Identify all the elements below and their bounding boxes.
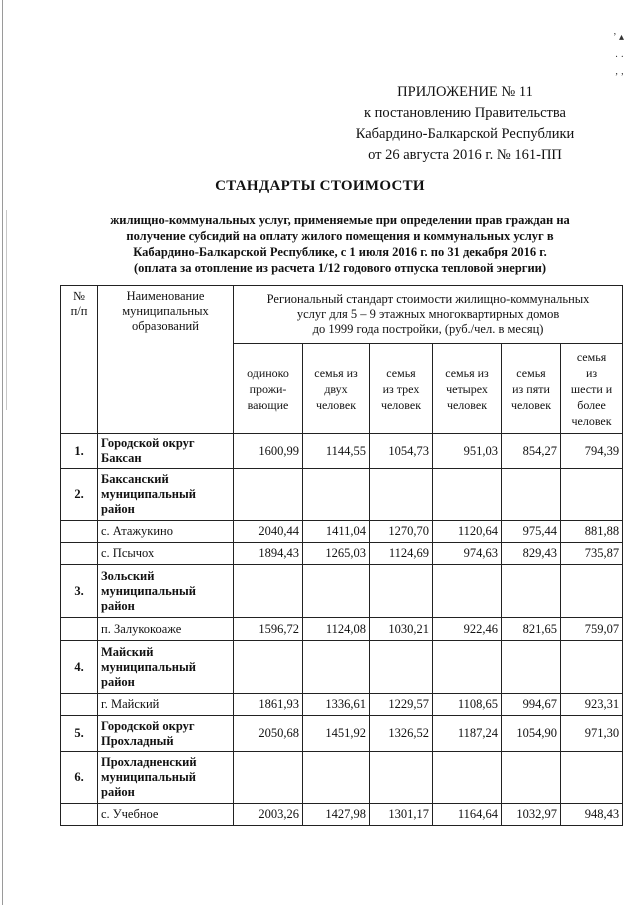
header-text: семья из bbox=[314, 365, 358, 380]
header-col-five bbox=[502, 344, 561, 434]
value-cell: 1144,55 bbox=[303, 434, 370, 469]
name-line: район bbox=[101, 502, 135, 516]
header-text: более bbox=[577, 397, 606, 412]
subtitle-line: получение субсидий на оплату жилого помещения и коммунальных услуг в bbox=[126, 229, 554, 243]
subtitle-line: Кабардино-Балкарской Республике, с 1 июля 2016 г. по 31 декабря 2016 г. bbox=[133, 245, 547, 259]
header-col-four bbox=[433, 344, 502, 434]
value-cell: 975,44 bbox=[502, 521, 561, 543]
value-cell bbox=[561, 641, 623, 694]
value-cell: 1124,08 bbox=[303, 618, 370, 641]
value-cell: 1054,73 bbox=[370, 434, 433, 469]
header-text: шести и bbox=[570, 381, 613, 396]
value-cell: 881,88 bbox=[561, 521, 623, 543]
value-cell bbox=[561, 752, 623, 804]
name-line: район bbox=[101, 674, 135, 689]
document-subtitle bbox=[70, 212, 610, 276]
table-row bbox=[61, 434, 623, 469]
name-line: муниципальный bbox=[101, 487, 196, 501]
value-cell bbox=[303, 641, 370, 694]
name-line: район bbox=[101, 598, 135, 613]
header-text: семья из bbox=[445, 365, 489, 380]
name-line: Майский bbox=[101, 644, 154, 659]
header-text: из трех bbox=[382, 381, 420, 396]
name-line: муниципальный bbox=[101, 770, 196, 784]
value-cell bbox=[433, 641, 502, 694]
municipality-name bbox=[98, 716, 234, 752]
header-text: образований bbox=[132, 319, 199, 333]
municipality-name bbox=[98, 434, 234, 469]
row-number bbox=[61, 618, 98, 641]
value-cell: 1336,61 bbox=[303, 694, 370, 716]
settlement-name: с. Псычох bbox=[98, 543, 234, 565]
appendix-header bbox=[340, 82, 590, 166]
value-cell: 951,03 bbox=[433, 434, 502, 469]
name-line: Прохладненский bbox=[101, 755, 197, 769]
value-cell: 821,65 bbox=[502, 618, 561, 641]
value-cell: 1326,52 bbox=[370, 716, 433, 752]
value-cell: 1600,99 bbox=[234, 434, 303, 469]
settlement-name: п. Залукокоаже bbox=[98, 618, 234, 641]
header-text: двух bbox=[324, 381, 348, 396]
row-number: 5. bbox=[61, 716, 98, 752]
municipality-name bbox=[98, 641, 234, 694]
value-cell: 1164,64 bbox=[433, 804, 502, 826]
value-cell: 1187,24 bbox=[433, 716, 502, 752]
page-edge-line bbox=[6, 210, 7, 410]
value-cell: 974,63 bbox=[433, 543, 502, 565]
row-number: 4. bbox=[61, 641, 98, 694]
value-cell: 1301,17 bbox=[370, 804, 433, 826]
value-cell: 922,46 bbox=[433, 618, 502, 641]
row-number: 3. bbox=[61, 565, 98, 618]
value-cell bbox=[370, 752, 433, 804]
value-cell bbox=[234, 752, 303, 804]
header-text: человек bbox=[571, 413, 612, 428]
value-cell: 1596,72 bbox=[234, 618, 303, 641]
subtitle-line: (оплата за отопление из расчета 1/12 годового отпуска тепловой энергии) bbox=[133, 261, 547, 275]
name-line: район bbox=[101, 785, 135, 799]
value-cell bbox=[502, 641, 561, 694]
header-text: п/п bbox=[70, 304, 88, 318]
table-row bbox=[61, 521, 623, 543]
header-col-single bbox=[234, 344, 303, 434]
header-col-two bbox=[303, 344, 370, 434]
subtitle-line: жилищно-коммунальных услуг, применяемые при определении прав граждан на bbox=[110, 213, 570, 227]
header-text: до 1999 года постройки, (руб./чел. в месяц) bbox=[312, 322, 544, 336]
value-cell bbox=[234, 641, 303, 694]
header-standard-group bbox=[234, 286, 623, 344]
table-row bbox=[61, 618, 623, 641]
name-line: муниципальный bbox=[101, 583, 196, 598]
settlement-name: с. Учебное bbox=[98, 804, 234, 826]
name-line: Зольский bbox=[101, 568, 155, 583]
header-text: семья bbox=[576, 349, 607, 364]
value-cell: 854,27 bbox=[502, 434, 561, 469]
value-cell: 1124,69 bbox=[370, 543, 433, 565]
name-line: Прохладный bbox=[101, 733, 174, 748]
header-text: услуг для 5 – 9 этажных многоквартирных домов bbox=[296, 307, 560, 321]
appendix-line: к постановлению Правительства bbox=[364, 105, 566, 121]
header-text: четырех bbox=[446, 381, 488, 396]
value-cell bbox=[502, 752, 561, 804]
value-cell bbox=[303, 752, 370, 804]
value-cell bbox=[370, 469, 433, 521]
value-cell: 923,31 bbox=[561, 694, 623, 716]
page-edge-line bbox=[2, 0, 3, 905]
value-cell bbox=[561, 469, 623, 521]
value-cell: 1030,21 bbox=[370, 618, 433, 641]
row-number: 6. bbox=[61, 752, 98, 804]
value-cell bbox=[433, 752, 502, 804]
name-line: муниципальный bbox=[101, 659, 196, 674]
name-line: Городской округ bbox=[101, 718, 195, 733]
value-cell: 1032,97 bbox=[502, 804, 561, 826]
row-number: 1. bbox=[61, 434, 98, 469]
value-cell bbox=[370, 565, 433, 618]
scan-mark: ʼ ▴ bbox=[613, 32, 624, 43]
header-number bbox=[61, 286, 98, 434]
value-cell: 994,67 bbox=[502, 694, 561, 716]
header-text: муниципальных bbox=[122, 304, 209, 318]
value-cell: 1120,64 bbox=[433, 521, 502, 543]
name-line: Городской округ bbox=[101, 436, 195, 450]
header-text: № bbox=[73, 289, 85, 303]
document-title: СТАНДАРТЫ СТОИМОСТИ bbox=[215, 178, 425, 194]
value-cell bbox=[433, 565, 502, 618]
value-cell bbox=[502, 565, 561, 618]
settlement-name: с. Атажукино bbox=[98, 521, 234, 543]
header-row bbox=[61, 286, 623, 344]
scan-marks bbox=[600, 28, 624, 88]
value-cell: 2040,44 bbox=[234, 521, 303, 543]
name-line: Баксан bbox=[101, 451, 142, 465]
settlement-name: г. Майский bbox=[98, 694, 234, 716]
value-cell bbox=[502, 469, 561, 521]
value-cell: 1451,92 bbox=[303, 716, 370, 752]
scan-mark: ʼ ʼ bbox=[614, 72, 624, 83]
header-text: человек bbox=[315, 397, 357, 412]
header-text: семья bbox=[386, 365, 416, 380]
appendix-number: ПРИЛОЖЕНИЕ № 11 bbox=[397, 84, 533, 100]
value-cell: 971,30 bbox=[561, 716, 623, 752]
value-cell bbox=[234, 565, 303, 618]
header-text: человек bbox=[510, 397, 552, 412]
table-row bbox=[61, 469, 623, 521]
appendix-line: Кабардино-Балкарской Республики bbox=[355, 126, 575, 142]
value-cell: 1270,70 bbox=[370, 521, 433, 543]
table-row bbox=[61, 641, 623, 694]
value-cell bbox=[370, 641, 433, 694]
value-cell bbox=[433, 469, 502, 521]
value-cell: 759,07 bbox=[561, 618, 623, 641]
header-municipality bbox=[98, 286, 234, 434]
header-text: Наименование bbox=[126, 289, 205, 303]
value-cell bbox=[234, 469, 303, 521]
header-text: из bbox=[585, 365, 598, 380]
row-number bbox=[61, 804, 98, 826]
header-col-three bbox=[370, 344, 433, 434]
value-cell: 948,43 bbox=[561, 804, 623, 826]
value-cell: 1894,43 bbox=[234, 543, 303, 565]
header-text: человек bbox=[380, 397, 422, 412]
table-row bbox=[61, 804, 623, 826]
table-row bbox=[61, 694, 623, 716]
value-cell: 2050,68 bbox=[234, 716, 303, 752]
appendix-date: от 26 августа 2016 г. № 161-ПП bbox=[368, 147, 562, 163]
name-line: Баксанский bbox=[101, 472, 169, 486]
value-cell: 735,87 bbox=[561, 543, 623, 565]
value-cell bbox=[303, 565, 370, 618]
value-cell: 1427,98 bbox=[303, 804, 370, 826]
table-row bbox=[61, 565, 623, 618]
value-cell: 794,39 bbox=[561, 434, 623, 469]
municipality-name bbox=[98, 565, 234, 618]
header-col-six bbox=[561, 344, 623, 434]
table-row bbox=[61, 716, 623, 752]
value-cell bbox=[561, 565, 623, 618]
header-text: Региональный стандарт стоимости жилищно-коммунальных bbox=[266, 292, 590, 306]
header-text: семья bbox=[516, 365, 546, 380]
value-cell: 1054,90 bbox=[502, 716, 561, 752]
value-cell: 1861,93 bbox=[234, 694, 303, 716]
table-row bbox=[61, 543, 623, 565]
row-number bbox=[61, 694, 98, 716]
row-number bbox=[61, 521, 98, 543]
value-cell: 1229,57 bbox=[370, 694, 433, 716]
municipality-name bbox=[98, 469, 234, 521]
value-cell: 1265,03 bbox=[303, 543, 370, 565]
standards-table bbox=[60, 285, 623, 826]
header-text: одиноко bbox=[247, 365, 289, 380]
table-row bbox=[61, 752, 623, 804]
value-cell: 1108,65 bbox=[433, 694, 502, 716]
value-cell: 2003,26 bbox=[234, 804, 303, 826]
value-cell: 829,43 bbox=[502, 543, 561, 565]
header-text: вающие bbox=[247, 397, 289, 412]
municipality-name bbox=[98, 752, 234, 804]
row-number bbox=[61, 543, 98, 565]
row-number: 2. bbox=[61, 469, 98, 521]
header-text: прожи- bbox=[249, 381, 287, 396]
value-cell bbox=[303, 469, 370, 521]
value-cell: 1411,04 bbox=[303, 521, 370, 543]
header-text: человек bbox=[446, 397, 488, 412]
scan-mark: · · bbox=[614, 52, 624, 63]
header-text: из пяти bbox=[512, 381, 550, 396]
